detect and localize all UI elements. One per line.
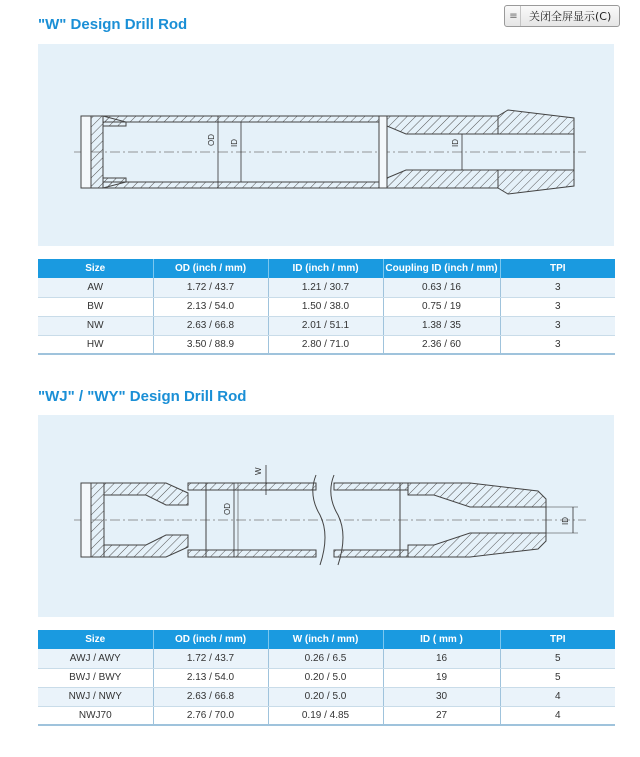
w-rod-drawing	[38, 44, 614, 246]
table-row	[38, 278, 615, 297]
header-size: Size	[38, 259, 153, 278]
cell-w: 0.20 / 5.0	[268, 687, 383, 706]
cell-od: 2.63 / 66.8	[153, 687, 268, 706]
w-spec-table	[38, 259, 615, 355]
cell-tpi: 3	[500, 297, 615, 316]
cell-size: BW	[38, 297, 153, 316]
cell-size: BWJ / BWY	[38, 668, 153, 687]
cell-tpi: 5	[500, 668, 615, 687]
table-header-row	[38, 259, 615, 278]
cell-size: HW	[38, 335, 153, 354]
cell-tpi: 4	[500, 706, 615, 725]
close-fullscreen-button[interactable]	[504, 5, 620, 27]
cell-coupling-id: 0.75 / 19	[383, 297, 500, 316]
table-row	[38, 687, 615, 706]
cell-tpi: 3	[500, 335, 615, 354]
cell-od: 2.13 / 54.0	[153, 668, 268, 687]
w-coupling-id-label: ID	[451, 139, 460, 147]
header-w: W (inch / mm)	[268, 630, 383, 649]
list-icon: ≡	[507, 6, 521, 26]
close-fullscreen-label: 关闭全屏显示(C)	[529, 10, 612, 23]
cell-size: AWJ / AWY	[38, 649, 153, 668]
table-header-row	[38, 630, 615, 649]
header-od: OD (inch / mm)	[153, 630, 268, 649]
wj-rod-drawing	[38, 415, 614, 617]
cell-tpi: 3	[500, 278, 615, 297]
cell-id: 19	[383, 668, 500, 687]
w-id-label: ID	[230, 139, 239, 147]
cell-tpi: 3	[500, 316, 615, 335]
cell-id: 2.80 / 71.0	[268, 335, 383, 354]
table-row	[38, 316, 615, 335]
table-row	[38, 297, 615, 316]
w-od-label: OD	[207, 134, 216, 146]
cell-w: 0.20 / 5.0	[268, 668, 383, 687]
cell-size: NWJ / NWY	[38, 687, 153, 706]
header-tpi: TPI	[500, 630, 615, 649]
wj-od-label: OD	[223, 503, 232, 515]
cell-od: 2.76 / 70.0	[153, 706, 268, 725]
cell-coupling-id: 1.38 / 35	[383, 316, 500, 335]
cell-size: NWJ70	[38, 706, 153, 725]
header-tpi: TPI	[500, 259, 615, 278]
w-design-title: "W" Design Drill Rod	[38, 16, 188, 33]
cell-w: 0.19 / 4.85	[268, 706, 383, 725]
cell-size: AW	[38, 278, 153, 297]
cell-od: 2.13 / 54.0	[153, 297, 268, 316]
table-row	[38, 668, 615, 687]
header-size: Size	[38, 630, 153, 649]
cell-id: 1.50 / 38.0	[268, 297, 383, 316]
cell-id: 30	[383, 687, 500, 706]
cell-w: 0.26 / 6.5	[268, 649, 383, 668]
table-row	[38, 335, 615, 354]
w-rod-diagram	[38, 44, 614, 246]
cell-tpi: 5	[500, 649, 615, 668]
cell-od: 2.63 / 66.8	[153, 316, 268, 335]
cell-size: NW	[38, 316, 153, 335]
header-id: ID ( mm )	[383, 630, 500, 649]
cell-tpi: 4	[500, 687, 615, 706]
cell-coupling-id: 2.36 / 60	[383, 335, 500, 354]
wj-wy-design-title: "WJ" / "WY" Design Drill Rod	[38, 388, 247, 405]
cell-id: 16	[383, 649, 500, 668]
wj-spec-table	[38, 630, 615, 726]
cell-id: 1.21 / 30.7	[268, 278, 383, 297]
wj-id-label: ID	[561, 517, 570, 525]
cell-od: 1.72 / 43.7	[153, 649, 268, 668]
table-row	[38, 706, 615, 725]
cell-coupling-id: 0.63 / 16	[383, 278, 500, 297]
header-od: OD (inch / mm)	[153, 259, 268, 278]
cell-id: 27	[383, 706, 500, 725]
wj-w-label: W	[254, 467, 263, 475]
header-coupling-id: Coupling ID (inch / mm)	[383, 259, 500, 278]
table-row	[38, 649, 615, 668]
cell-id: 2.01 / 51.1	[268, 316, 383, 335]
wj-rod-diagram	[38, 415, 614, 617]
cell-od: 1.72 / 43.7	[153, 278, 268, 297]
header-id: ID (inch / mm)	[268, 259, 383, 278]
cell-od: 3.50 / 88.9	[153, 335, 268, 354]
